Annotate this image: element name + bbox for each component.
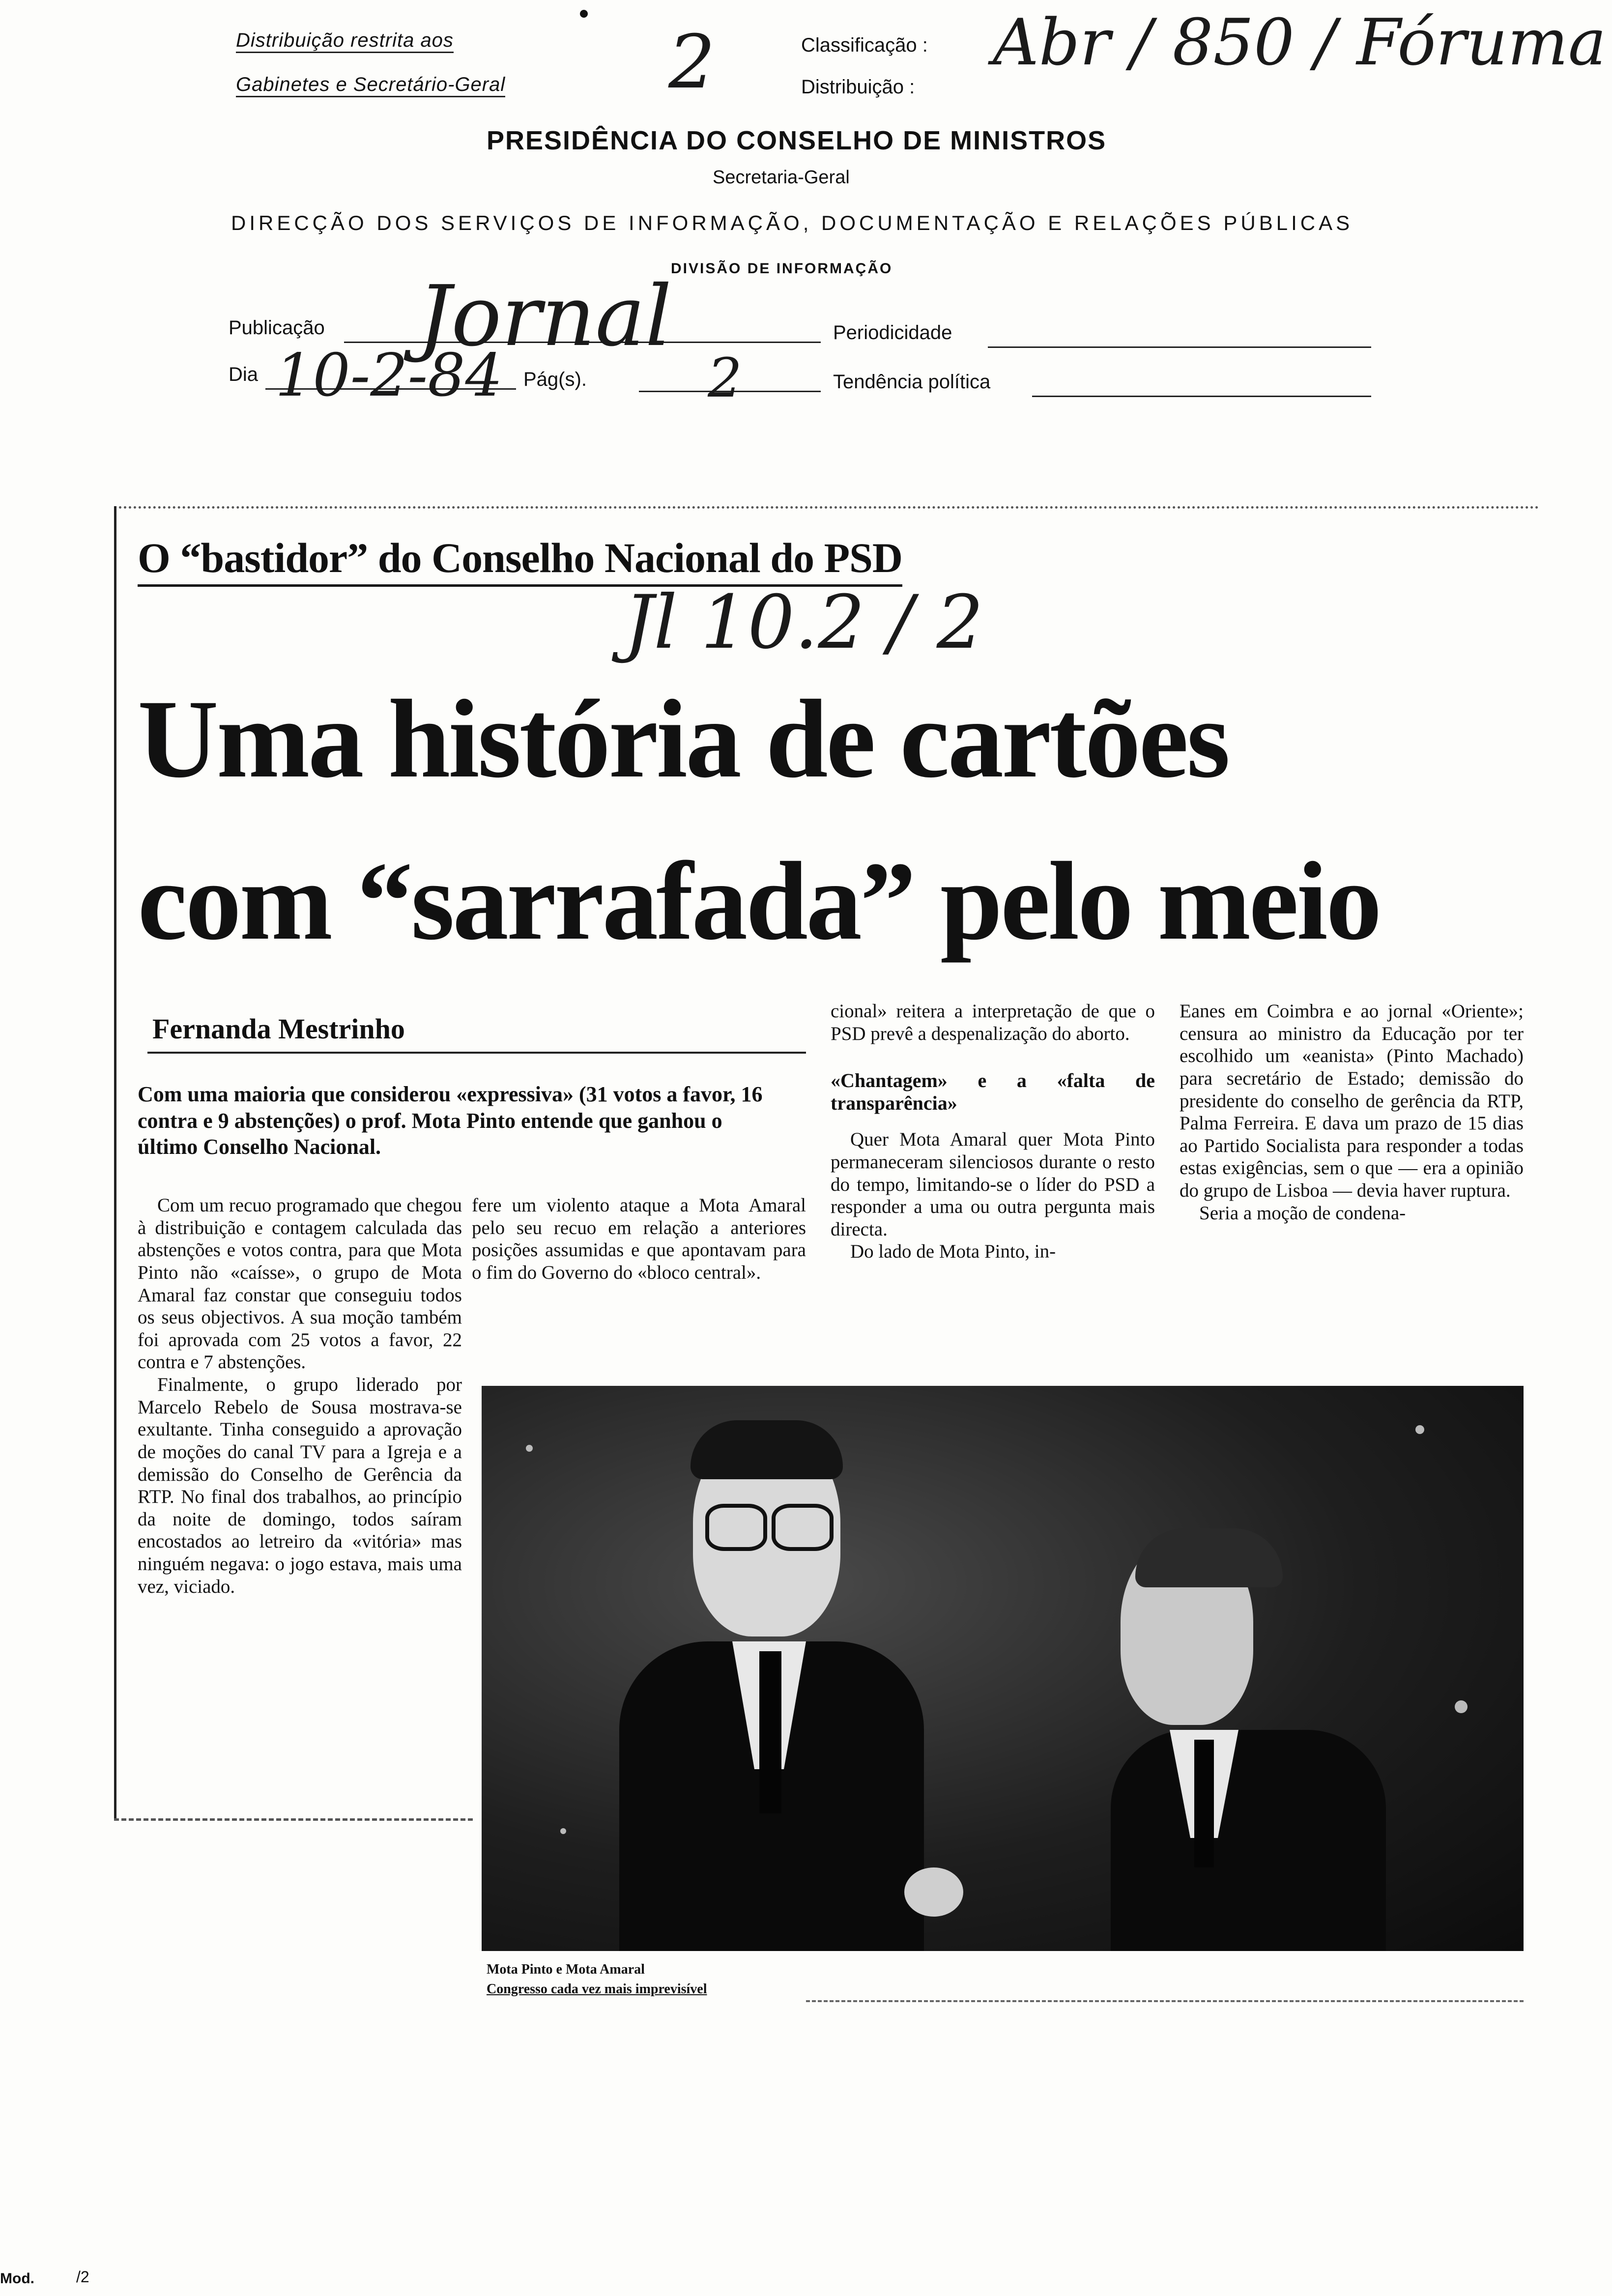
photo-speck [1415,1425,1424,1434]
article-column-2 [472,1194,806,1284]
column-3-paragraph-1: cional» reitera a interpretação de que o PSD prevê a despenalização do aborto. [831,1001,1155,1044]
footer-mod-number: /2 [76,2268,89,2286]
photo-figure-left-glasses-left [705,1504,767,1551]
handwritten-classification: Abr / 850 / Fóruma [993,5,1607,80]
distribuicao-label: Distribuição : [801,76,915,98]
article-column-4 [1180,1000,1524,1224]
organization-title: PRESIDÊNCIA DO CONSELHO DE MINISTROS [487,126,1107,155]
direccao-label: DIRECÇÃO DOS SERVIÇOS DE INFORMAÇÃO, DOCUMENTAÇÃO E RELAÇÕES PÚBLICAS [231,211,1353,234]
photo-figure-right-hair [1135,1528,1283,1587]
secretaria-label: Secretaria-Geral [713,167,850,188]
classificacao-label: Classificação : [801,34,928,56]
photo-caption-line-2: Congresso cada vez mais imprevisível [487,1981,707,1997]
pags-handwritten: 2 [708,346,742,409]
photo-figure-left-tie [759,1651,781,1813]
photo-caption-line-1: Mota Pinto e Mota Amaral [487,1962,645,1977]
photo-speck [560,1828,566,1834]
column-1-paragraph-1: Com um recuo programado que chegou à distribuição e contagem calculada das abstenções e votos contra, para que Mota Pinto não «caísse», o grupo de Mota Amaral faz constar que conseguiu todos os seus objectivos. A sua moção também foi aprovada com 25 votos a favor, 22 contra e 7 abstenções. [138,1195,462,1373]
periodicidade-label: Periodicidade [833,322,952,344]
footer-mod-label: Mod. [0,2270,34,2287]
handwritten-number: 2 [668,20,716,105]
publicacao-handwritten: Jornal [418,268,672,365]
column-4-paragraph-1: Eanes em Coimbra e ao jornal «Oriente»; censura ao ministro da Educação por ter escolhido um «eanista» (Pinto Machado) para secretário de Estado; demissão do presidente do conselho de gerência da RTP, Palma Ferreira. E dava um prazo de 15 dias ao Partido Socialista para responder a todas estas exigências, sem o que — era a opinião do grupo de Lisboa — devia haver ruptura. [1180,1001,1524,1201]
periodicidade-line [988,346,1371,348]
dia-label: Dia [229,364,259,385]
article-column-1 [138,1194,462,1598]
punch-dot [580,10,588,18]
column-4-paragraph-2: Seria a moção de condena- [1199,1202,1406,1224]
column-3-subhead: «Chantagem» e a «falta de transparência» [831,1069,1155,1115]
clipping-left-edge [114,506,116,1818]
byline-rule [147,1052,806,1054]
photo-speck [1455,1700,1468,1713]
article-handwritten-annotation: Jl 10.2 / 2 [624,580,984,665]
divisao-label: DIVISÃO DE INFORMAÇÃO [671,260,893,277]
publicacao-label: Publicação [229,317,325,339]
pags-label: Pág(s). [523,369,587,390]
tendencia-line [1032,396,1371,397]
tendencia-label: Tendência política [833,371,991,393]
column-3-paragraph-2: Quer Mota Amaral quer Mota Pinto permaneceram silenciosos durante o resto do tempo, limitando-se o líder do PSD a responder a uma ou outra pergunta mais directa. [831,1129,1155,1240]
headline-line-1: Uma história de cartões [138,677,1229,801]
photo-figure-right-tie [1194,1740,1214,1867]
clipping-bottom-edge-left [114,1818,473,1821]
distribution-line-1: Distribuição restrita aos [236,29,454,53]
photo-figure-left-glasses-right [772,1504,834,1551]
photo-microphone [904,1867,963,1917]
photo-speck [526,1445,533,1452]
photo-figure-right-body [1111,1730,1386,1951]
clipping-bottom-edge-right [806,2000,1524,2002]
column-1-paragraph-2: Finalmente, o grupo liderado por Marcelo Rebelo de Sousa mostrava-se exultante. Tinha conseguido a aprovação de moções do canal TV para a Igreja e a demissão do Conselho de Gerência da RTP. No final dos trabalhos, ao princípio da noite de domingo, todos saíram encostados ao letreiro da «vitória» mas ninguém negava: o jogo estava, mais uma vez, viciado. [138,1374,462,1597]
dia-handwritten: 10-2-84 [275,342,503,410]
headline-line-2: com “sarrafada” pelo meio [138,839,1380,963]
clipping-top-edge [114,506,1539,509]
article-photo [482,1386,1524,1951]
column-2-paragraph-1: fere um violento ataque a Mota Amaral pelo seu recuo em relação a anteriores posições assumidas e que apontavam para o fim do Governo do «bloco central». [472,1195,806,1283]
byline: Fernanda Mestrinho [152,1013,405,1045]
article-kicker: O “bastidor” do Conselho Nacional do PSD [138,533,902,587]
distribution-line-2: Gabinetes e Secretário-Geral [236,74,505,97]
column-3-paragraph-3: Do lado de Mota Pinto, in- [850,1241,1056,1263]
article-column-3 [831,1000,1155,1263]
photo-figure-left-hair [691,1420,843,1479]
article-lead: Com uma maioria que considerou «expressiva» (31 votos a favor, 16 contra e 9 abstenções) o prof. Mota Pinto entende que ganhou o último Conselho Nacional. [138,1082,763,1159]
